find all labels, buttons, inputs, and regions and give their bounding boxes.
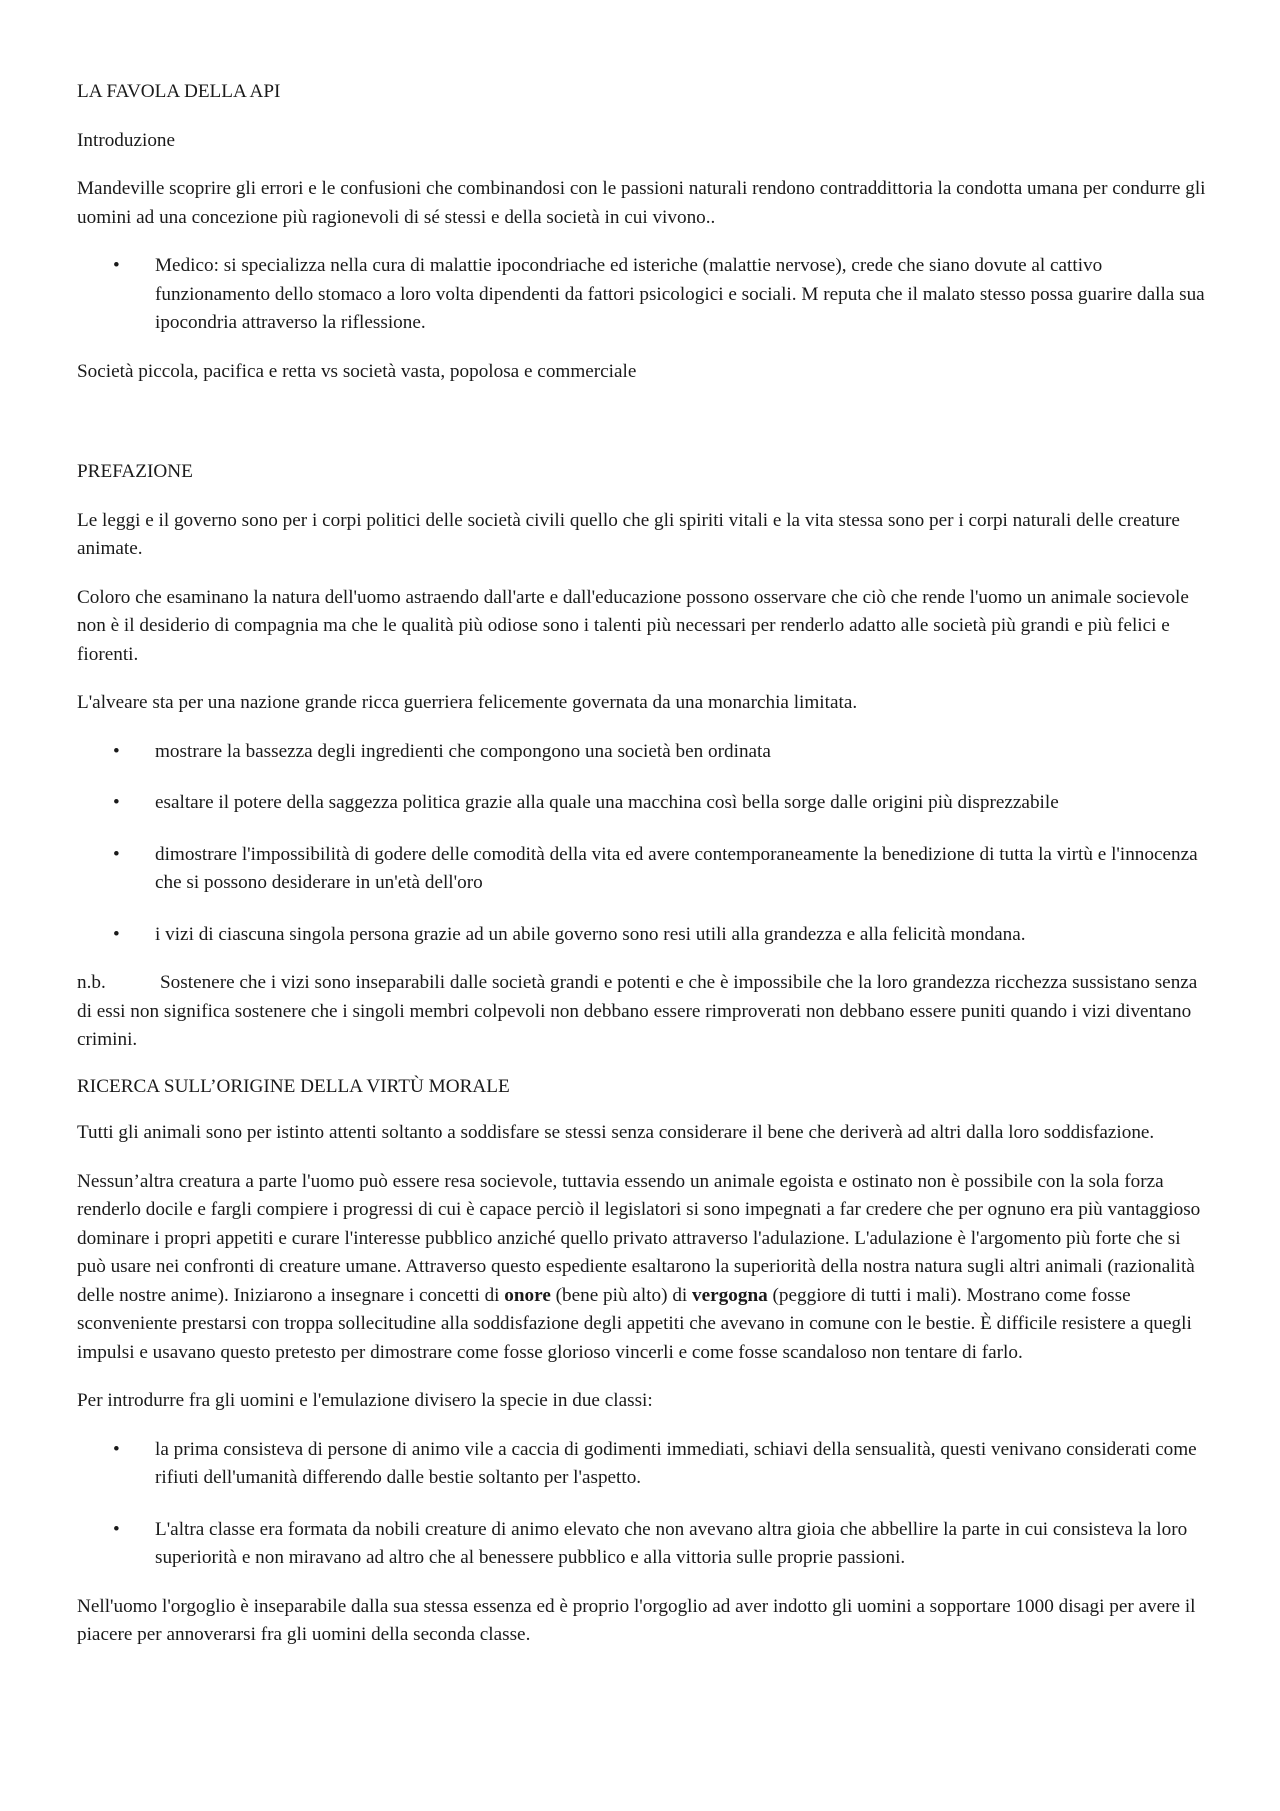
intro-comparison: Società piccola, pacifica e retta vs società vasta, popolosa e commerciale: [77, 360, 637, 382]
list-item: • mostrare la bassezza degli ingredienti che compongono una società ben ordinata: [77, 738, 1207, 767]
research-paragraph-4: Nell'uomo l'orgoglio è inseparabile dalla sua stessa essenza ed è proprio l'orgoglio ad aver indotto gli uomini a sopportare 1000 disagi per avere il piacere per annoverarsi fra gli uomini della seconda classe.: [77, 1595, 1196, 1645]
document-page: [77, 78, 1207, 1670]
intro-bullet-list: [77, 252, 1207, 338]
list-item: • la prima consisteva di persone di animo vile a caccia di godimenti immediati, schiavi della sensualità, questi venivano considerati come rifiuti dell'umanità differendo dalle bestie soltanto per l'aspetto.: [77, 1436, 1207, 1493]
preface-heading: PREFAZIONE: [77, 461, 193, 482]
list-item: • esaltare il potere della saggezza politica grazie alla quale una macchina così bella sorge dalle origini più disprezzabile: [77, 789, 1207, 818]
term-onore: onore: [504, 1284, 551, 1306]
list-item: • L'altra classe era formata da nobili creature di animo elevato che non avevano altra gioia che abbellire la parte in cui consisteva la loro superiorità e non miravano ad altro che al benessere pubblico e alla vittoria sulle proprie passioni.: [77, 1516, 1207, 1573]
research-text-part-2: (bene più alto) di: [550, 1284, 693, 1306]
list-item: • Medico: si specializza nella cura di malattie ipocondriache ed isteriche (malattie nervose), crede che siano dovute al cattivo funzionamento dello stomaco a loro volta dipendenti da fattori psicologici e sociali. M reputa che il malato stesso possa guarire dalla sua ipocondria attraverso la riflessione.: [77, 252, 1207, 338]
preface-note: [77, 969, 1207, 1055]
research-paragraph-2: [77, 1168, 1207, 1368]
research-text-part-3: (peggiore di tutti i mali). Mostrano come fosse sconveniente prestarsi con troppa sollecitudine alla soddisfazione degli appetiti che avevano in comune con le bestie. È difficile resistere a quegli impulsi e usavano questo pretesto per dimostrare come fosse glorioso vincerli e come fosse scandaloso non tentare di farlo.: [77, 1284, 1192, 1363]
research-text-part-1: Nessun’altra creatura a parte l'uomo può essere resa socievole, tuttavia essendo un animale egoista e ostinato non è possibile con la sola forza renderlo docile e fargli compiere i progressi di cui è capace perciò il legislatori si sono impegnati a far credere che per ognuno era più vantaggioso dominare i propri appetiti e curare l'interesse pubblico anziché quello privato attraverso l'adulazione. L'adulazione è l'argomento più forte che si può usare nei confronti di creature umane. Attraverso questo espediente esaltarono la superiorità della nostra natura sugli altri animali (razionalità delle nostre anime). Iniziarono a insegnare i concetti di: [77, 1170, 1201, 1306]
list-item: • i vizi di ciascuna singola persona grazie ad un abile governo sono resi utili alla grandezza e alla felicità mondana.: [77, 921, 1207, 950]
research-paragraph-1: Tutti gli animali sono per istinto attenti soltanto a soddisfare se stessi senza considerare il bene che deriverà ad altri dalla loro soddisfazione.: [77, 1122, 1155, 1143]
term-vergogna: vergogna: [692, 1284, 768, 1306]
intro-heading: Introduzione: [77, 129, 176, 151]
note-text: Sostenere che i vizi sono inseparabili dalle società grandi e potenti e che è impossibile che la loro grandezza ricchezza sussistano senza di essi non significa sostenere che i singoli membri colpevoli non debbano essere rimproverati non debbano essere puniti quando i vizi diventano crimini.: [77, 972, 1198, 1050]
preface-paragraph-3: L'alveare sta per una nazione grande ricca guerriera felicemente governata da una monarchia limitata.: [77, 692, 858, 713]
list-item: • dimostrare l'impossibilità di godere delle comodità della vita ed avere contemporaneamente la benedizione di tutta la virtù e l'innocenza che si possono desiderare in un'età dell'oro: [77, 841, 1207, 898]
preface-bullet-list: [77, 738, 1207, 950]
preface-paragraph-2: Coloro che esaminano la natura dell'uomo astraendo dall'arte e dall'educazione possono osservare che ciò che rende l'uomo un animale socievole non è il desiderio di compagnia ma che le qualità più odiose sono i talenti più necessari per renderlo adatto alle società più grandi e più felici e fiorenti.: [77, 586, 1189, 665]
document-title: LA FAVOLA DELLA API: [77, 81, 281, 102]
research-heading: RICERCA SULL’ORIGINE DELLA VIRTÙ MORALE: [77, 1075, 510, 1097]
intro-paragraph: Mandeville scoprire gli errori e le confusioni che combinandosi con le passioni naturali rendono contraddittoria la condotta umana per condurre gli uomini ad una concezione più ragionevoli di sé stessi e della società in cui vivono..: [77, 178, 1206, 228]
research-bullet-list: [77, 1436, 1207, 1573]
note-label: n.b.: [77, 972, 106, 993]
preface-paragraph-1: Le leggi e il governo sono per i corpi politici delle società civili quello che gli spiriti vitali e la vita stessa sono per i corpi naturali delle creature animate.: [77, 509, 1180, 559]
research-paragraph-3: Per introdurre fra gli uomini e l'emulazione divisero la specie in due classi:: [77, 1390, 653, 1411]
